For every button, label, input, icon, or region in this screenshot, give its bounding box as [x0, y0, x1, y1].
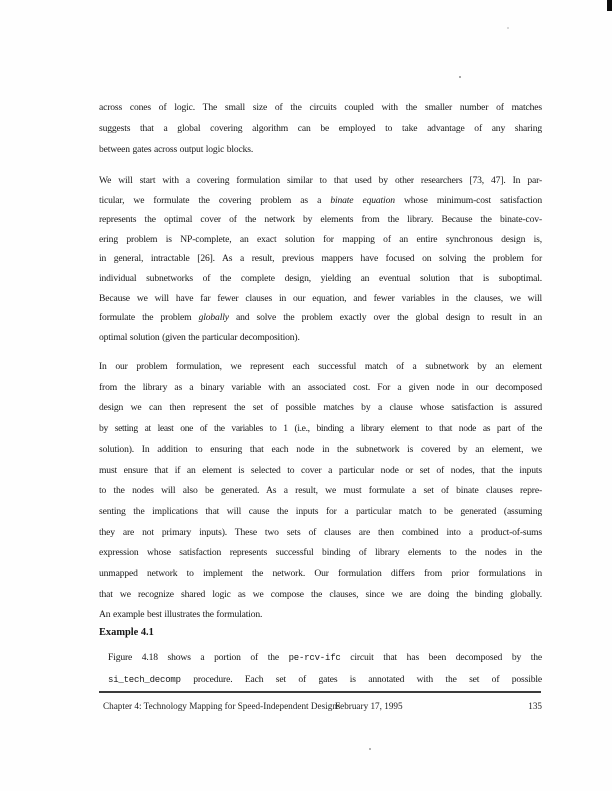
text-run: in general, intractable [26]. As a result, previous mappers have focused on solving the problem for [99, 253, 542, 265]
text-line [99, 230, 542, 250]
text-line [99, 210, 542, 230]
text-line [99, 308, 542, 328]
text-run: they are not primary inputs). These two sets of clauses are then combined into a product-of-sums [99, 526, 542, 538]
text-run: must ensure that if an element is selected to cover a particular node or set of nodes, that the inputs [99, 464, 542, 476]
text-run: across cones of logic. The small size of the circuits coupled with the smaller number of matches [99, 102, 542, 113]
text-line [99, 564, 542, 585]
text-run: to the nodes will also be generated. As a result, we must formulate a set of binate clauses repre- [99, 485, 542, 497]
text-line [99, 191, 542, 211]
text-line [99, 605, 542, 626]
text-line [99, 249, 542, 269]
text-line [99, 289, 542, 309]
text-run: from the library as a binary variable with an associated cost. For a given node in our decomposed [99, 381, 542, 393]
code-token: pe-rcv-ifc [288, 653, 341, 663]
text-run: formulate the problem [99, 312, 199, 324]
paragraph-covering-formulation [99, 171, 542, 347]
text-line [99, 269, 542, 289]
text-run: An example best illustrates the formulation. [99, 609, 263, 621]
text-run: and solve the problem exactly over the global design to result in an [228, 312, 543, 324]
text-line [99, 139, 542, 160]
text-run: suggests that a global covering algorithm can be employed to take advantage of any sharing [99, 123, 542, 134]
text-line [99, 461, 542, 482]
text-line [99, 328, 542, 348]
text-line [99, 419, 542, 440]
footer-page-number: 135 [528, 701, 542, 711]
text-line [99, 440, 542, 461]
text-line [99, 481, 542, 502]
text-run: binate equation [330, 194, 395, 206]
paragraph-problem-formulation [99, 357, 542, 626]
footer-date: February 17, 1995 [335, 701, 403, 711]
text-line [99, 502, 542, 523]
text-run: circuit that has been decomposed by the [340, 652, 542, 663]
footer-chapter-label: Chapter 4: Technology Mapping for Speed-Independent Designs [103, 701, 341, 711]
text-run: senting the implications that will cause the inputs for a particular match to be generated (assuming [99, 505, 542, 517]
text-run: globally [198, 312, 229, 324]
example-paragraph [108, 647, 542, 691]
text-line [99, 585, 542, 606]
text-run: between gates across output logic blocks. [99, 144, 254, 155]
text-run: expression whose satisfaction represents successful binding of library elements to the nodes in the [99, 547, 542, 559]
text-line [99, 378, 542, 399]
text-run: In our problem formulation, we represent each successful match of a subnetwork by an element [99, 361, 542, 372]
text-line [108, 669, 542, 691]
text-run: by setting at least one of the variables to 1 (i.e., binding a library element to that node as part of the [99, 423, 542, 435]
text-run: procedure. Each set of gates is annotated with the set of possible [180, 674, 542, 686]
text-run: unmapped network to implement the network. Our formulation differs from prior formulations in [99, 568, 542, 580]
text-line [99, 97, 542, 118]
text-run: whose minimum-cost satisfaction [394, 194, 542, 206]
text-run: design we can then represent the set of possible matches by a clause whose satisfaction is assured [99, 402, 542, 414]
text-line [99, 523, 542, 544]
scan-speck [369, 748, 371, 750]
text-line [99, 357, 542, 378]
text-line [99, 398, 542, 419]
text-line [99, 118, 542, 139]
text-run: ering problem is NP-complete, an exact solution for mapping of an entire synchronous design is, [99, 233, 542, 245]
scan-speck [459, 76, 461, 78]
text-run: solution). In addition to ensuring that each node in the subnetwork is covered by an element, we [99, 443, 542, 455]
paragraph-covering-intro [99, 97, 542, 160]
text-run: optimal solution (given the particular decomposition). [99, 331, 300, 343]
scan-speck [507, 27, 509, 29]
text-line [108, 647, 542, 669]
text-line [99, 171, 542, 191]
example-heading: Example 4.1 [99, 627, 154, 638]
text-run: represents the optimal cover of the network by elements from the library. Because the binate-cov- [99, 214, 542, 226]
text-run: that we recognize shared logic as we compose the clauses, since we are doing the binding globally. [99, 588, 542, 600]
footer [99, 701, 542, 713]
text-run: individual subnetworks of the complete design, yielding an eventual solution that is suboptimal. [99, 272, 542, 284]
footer-rule [99, 691, 541, 693]
code-token: si_tech_decomp [108, 675, 181, 686]
text-run: ticular, we formulate the covering problem as a [99, 194, 331, 206]
text-run: We will start with a covering formulation similar to that used by other researchers [73, 47]. In par- [99, 175, 542, 186]
text-run: Because we will have far fewer clauses in our equation, and fewer variables in the clauses, we will [99, 292, 542, 304]
text-run: Figure 4.18 shows a portion of the [108, 652, 289, 663]
text-line [99, 543, 542, 564]
scan-artifact-corner [607, 0, 612, 11]
